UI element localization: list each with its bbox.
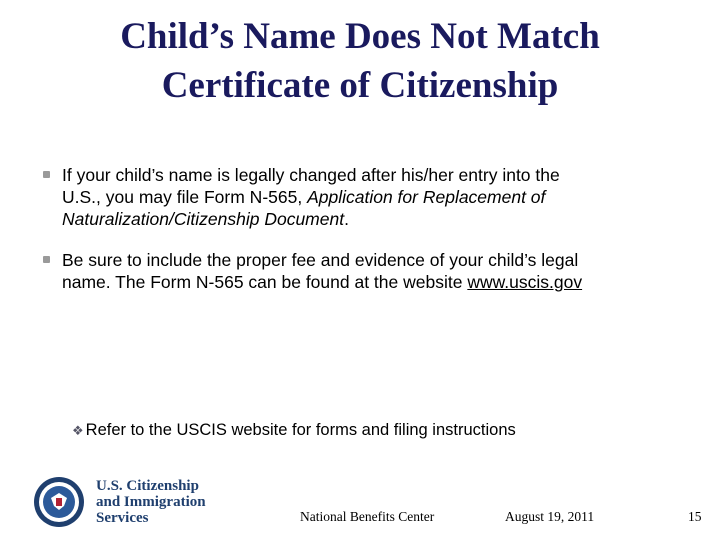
- bullet-text: U.S., you may file Form N-565,: [62, 187, 308, 207]
- page-number: 15: [688, 509, 702, 524]
- note-line: [72, 419, 516, 442]
- dhs-seal-icon: [33, 476, 85, 528]
- agency-name: [96, 478, 206, 526]
- square-bullet-icon: [43, 171, 50, 178]
- form-title-italic-cont: Naturalization/Citizenship Document: [62, 209, 345, 229]
- bullet-line: [62, 208, 682, 230]
- square-bullet-icon: [43, 256, 50, 263]
- bullet-line: [62, 271, 682, 293]
- title-line-2: Certificate of Citizenship: [161, 65, 559, 106]
- diamond-bullet-icon: ❖: [72, 423, 84, 438]
- agency-line-3: Services: [96, 510, 149, 526]
- uscis-website-link[interactable]: www.uscis.gov: [467, 272, 583, 292]
- bullet-item: [42, 164, 682, 230]
- agency-line-2: and Immigration: [96, 494, 206, 510]
- bullet-line: [62, 186, 682, 208]
- footer-date: August 19, 2011: [505, 509, 595, 524]
- bullet-line: If your child’s name is legally changed after his/her entry into the: [62, 165, 560, 185]
- agency-line-1: U.S. Citizenship: [96, 478, 199, 494]
- note-text: Refer to the USCIS website for forms and filing instructions: [85, 421, 516, 439]
- bullet-line: Be sure to include the proper fee and evidence of your child’s legal: [62, 250, 579, 270]
- bullet-list: [42, 164, 682, 312]
- title-line-1: Child’s Name Does Not Match: [120, 16, 600, 57]
- footer-center-text: National Benefits Center: [300, 509, 435, 524]
- bullet-text: name. The Form N-565 can be found at the website: [62, 272, 468, 292]
- bullet-text: .: [344, 209, 349, 229]
- form-title-italic: Application for Replacement of: [307, 187, 546, 207]
- bullet-item: [42, 249, 682, 293]
- slide-title: [40, 12, 680, 110]
